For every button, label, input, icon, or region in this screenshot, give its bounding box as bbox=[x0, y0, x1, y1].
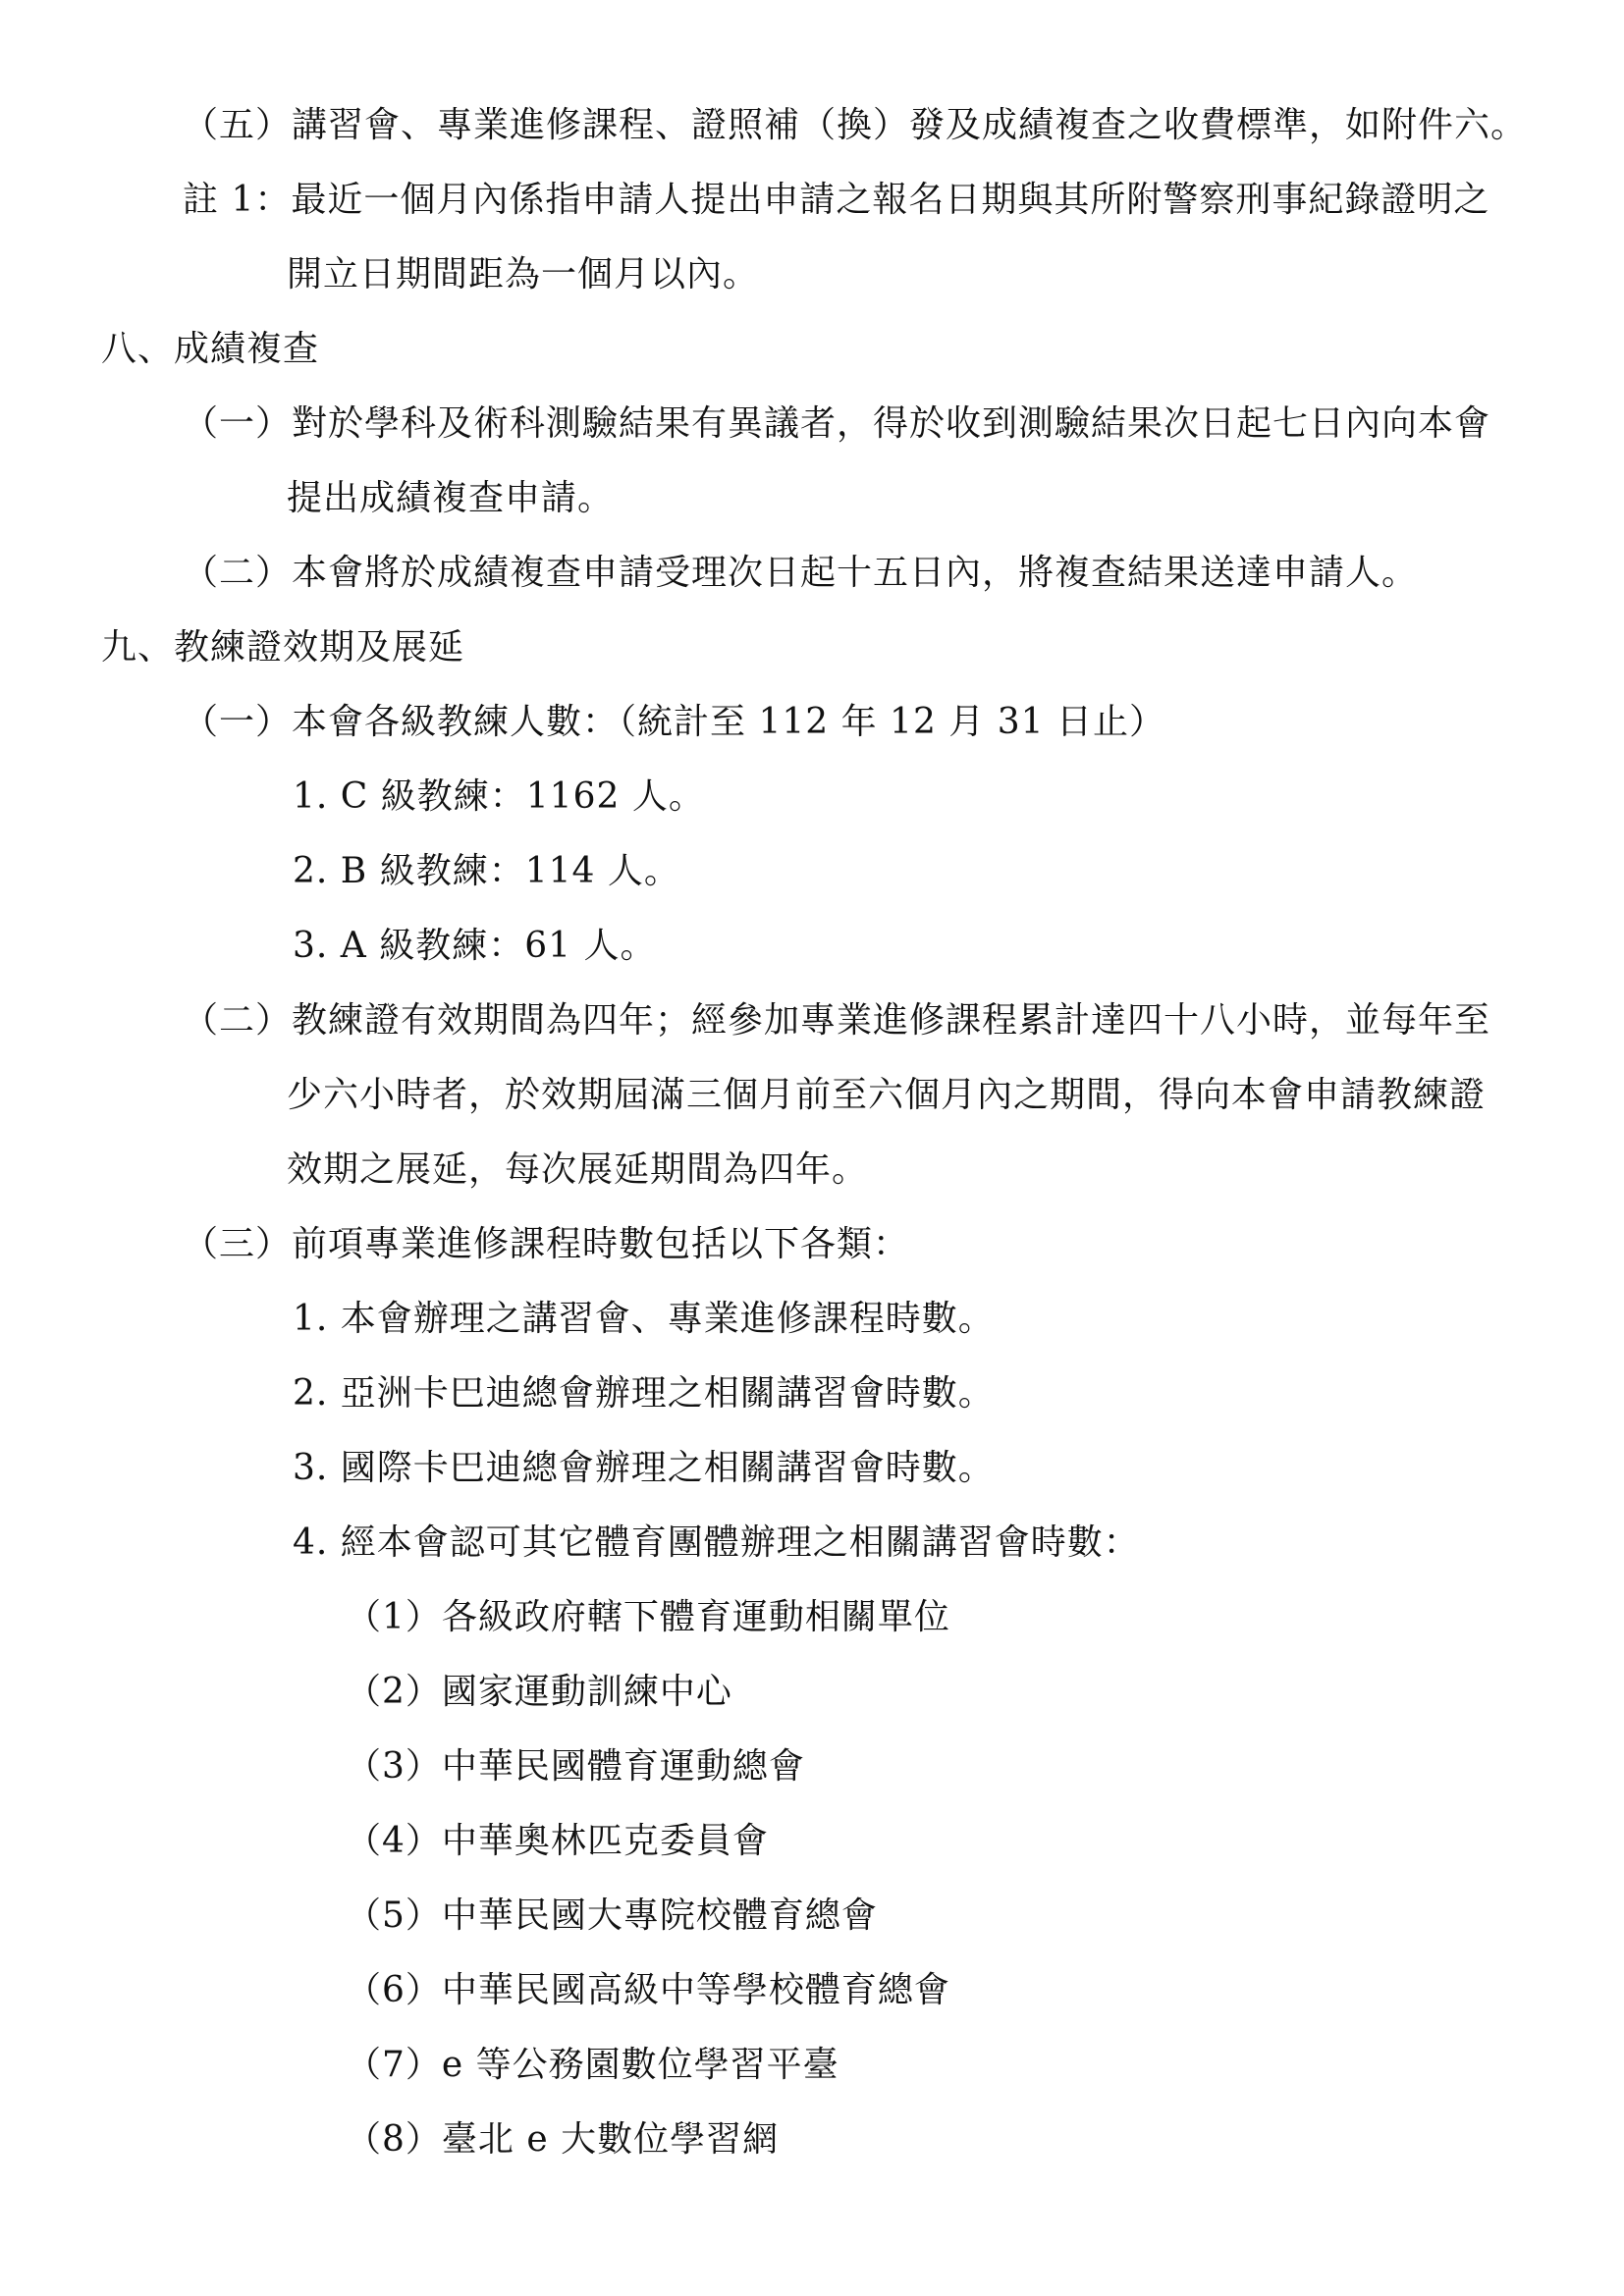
approved-org-2: （2）國家運動訓練中心 bbox=[346, 1672, 732, 1712]
section-9-item-2-line-1: （二）教練證有效期間為四年；經參加專業進修課程累計達四十八小時，並每年至 bbox=[183, 1000, 1491, 1041]
course-type-4: 4. 經本會認可其它體育團體辦理之相關講習會時數： bbox=[293, 1522, 1140, 1563]
approved-org-1: （1）各級政府轄下體育運動相關單位 bbox=[346, 1597, 950, 1637]
approved-org-6: （6）中華民國高級中等學校體育總會 bbox=[346, 1970, 950, 2010]
approved-org-4: （4）中華奧林匹克委員會 bbox=[346, 1821, 769, 1861]
approved-org-3: （3）中華民國體育運動總會 bbox=[346, 1746, 805, 1787]
approved-org-8: （8）臺北 e 大數位學習網 bbox=[346, 2119, 780, 2160]
note-1-line-2: 開立日期間距為一個月以內。 bbox=[287, 254, 760, 294]
fee-standard-paragraph: （五）講習會、專業進修課程、證照補（換）發及成績複查之收費標準，如附件六。 bbox=[183, 105, 1528, 145]
section-9-heading: 九、教練證效期及展延 bbox=[101, 627, 465, 667]
section-9-item-2-line-3: 效期之展延，每次展延期間為四年。 bbox=[287, 1149, 869, 1190]
approved-org-7: （7）e 等公務園數位學習平臺 bbox=[346, 2045, 839, 2085]
course-type-1: 1. 本會辦理之講習會、專業進修課程時數。 bbox=[293, 1299, 995, 1339]
course-type-2: 2. 亞洲卡巴迪總會辦理之相關講習會時數。 bbox=[293, 1373, 995, 1414]
section-9-item-3: （三）前項專業進修課程時數包括以下各類： bbox=[183, 1224, 910, 1264]
coach-count-b: 2. B 級教練：114 人。 bbox=[293, 851, 680, 891]
note-1-line-1: 註 1：最近一個月內係指申請人提出申請之報名日期與其所附警察刑事紀錄證明之 bbox=[183, 180, 1490, 220]
section-8-heading: 八、成績複查 bbox=[101, 329, 320, 369]
section-8-item-1-line-1: （一）對於學科及術科測驗結果有異議者，得於收到測驗結果次日起七日內向本會 bbox=[183, 403, 1491, 444]
section-8-item-1-line-2: 提出成績複查申請。 bbox=[287, 478, 615, 518]
approved-org-5: （5）中華民國大專院校體育總會 bbox=[346, 1896, 878, 1936]
course-type-3: 3. 國際卡巴迪總會辦理之相關講習會時數。 bbox=[293, 1448, 995, 1488]
section-8-item-2: （二）本會將於成績複查申請受理次日起十五日內，將複查結果送達申請人。 bbox=[183, 553, 1419, 593]
section-9-item-1: （一）本會各級教練人數：（統計至 112 年 12 月 31 日止） bbox=[183, 702, 1165, 742]
coach-count-a: 3. A 級教練：61 人。 bbox=[293, 926, 657, 966]
coach-count-c: 1. C 級教練：1162 人。 bbox=[293, 776, 705, 817]
section-9-item-2-line-2: 少六小時者，於效期屆滿三個月前至六個月內之期間，得向本會申請教練證 bbox=[287, 1075, 1487, 1115]
